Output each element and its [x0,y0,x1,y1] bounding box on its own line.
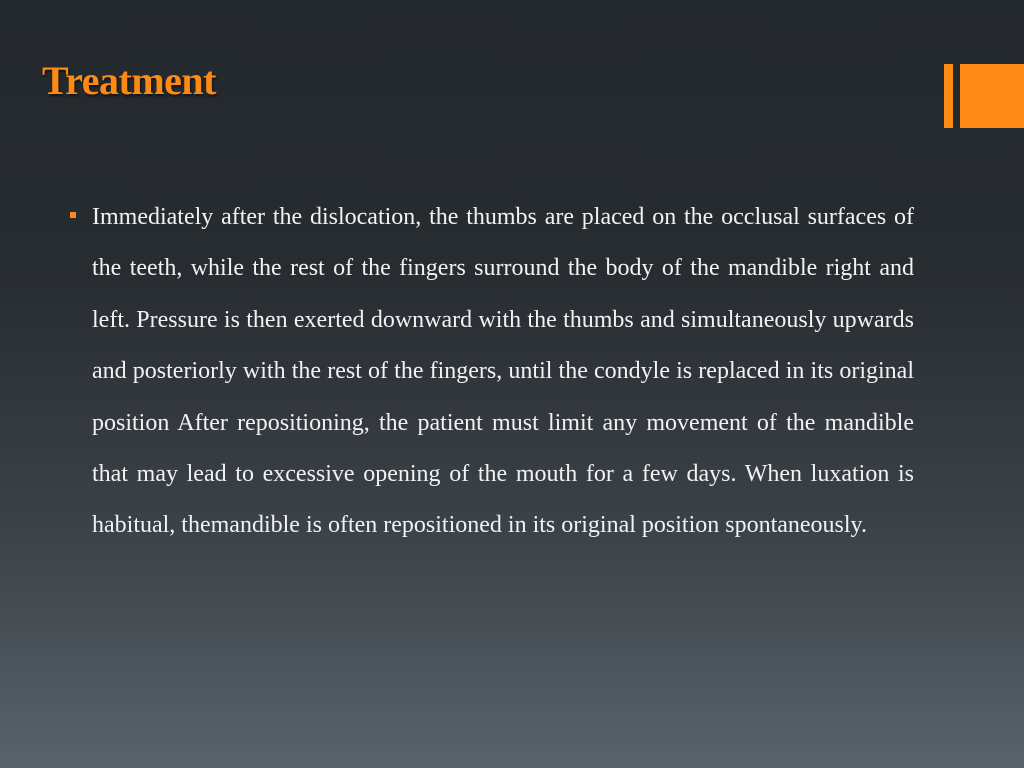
accent-bar-thin [944,64,953,128]
bullet-text: Immediately after the dislocation, the thumbs are placed on the occlusal surfaces of the teeth, while the rest of the fingers surround the body of the mandible right and left. Pressure is then exerted downward with the thumbs and simultaneously upwards and posteriorly with the rest of the fingers, until the condyle is replaced in its original position After repositioning, the patient must limit any movement of the mandible that may lead to excessive opening of the mouth for a few days. When luxation is habitual, themandible is often repositioned in its original position spontaneously. [92,204,914,539]
accent-bar-thick [960,64,1024,128]
bullet-item [70,192,914,552]
slide-title: Treatment [42,58,216,103]
slide-content [70,192,914,552]
square-bullet-icon [70,212,76,218]
